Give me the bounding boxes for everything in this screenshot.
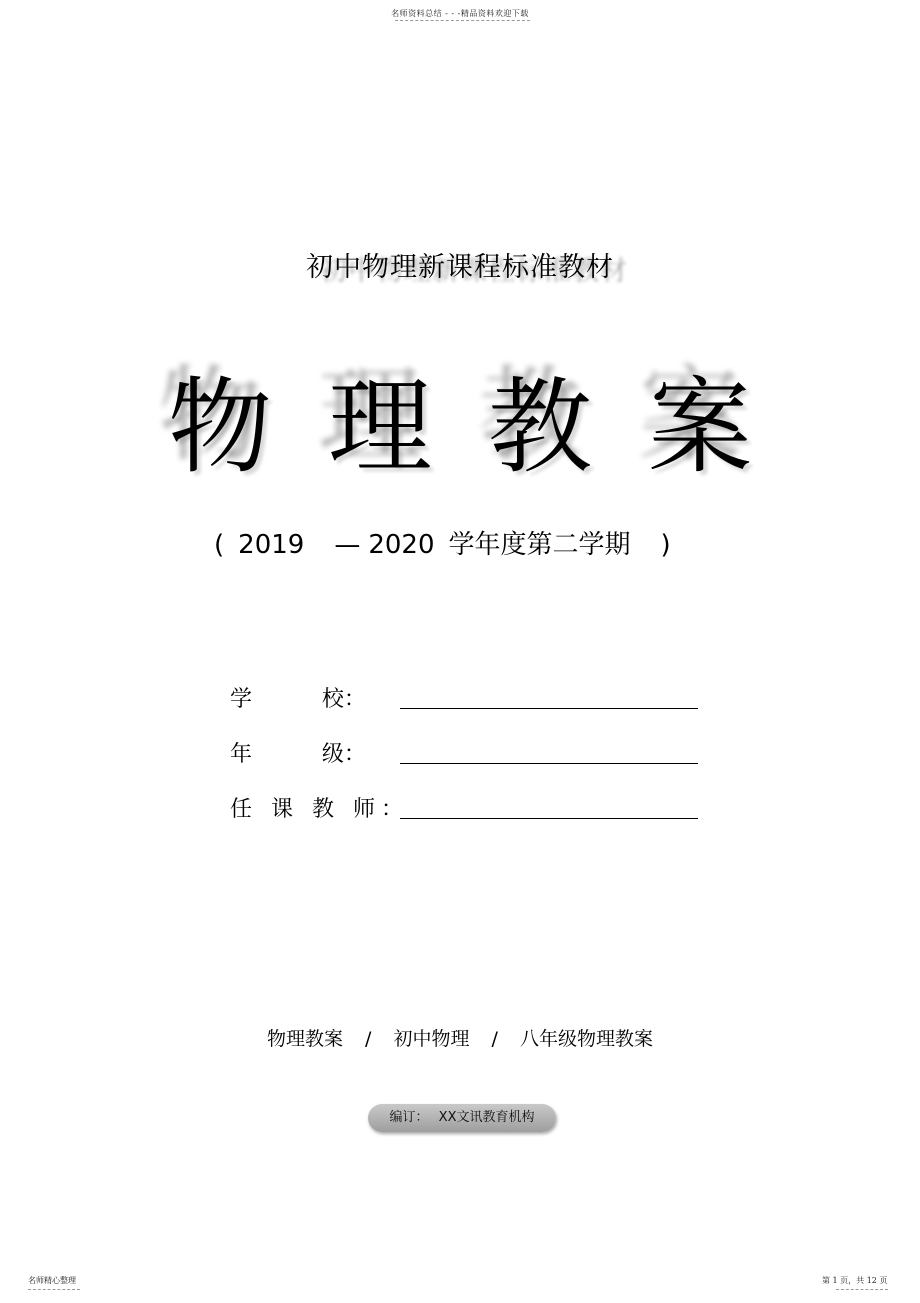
term-text: 学年度第二学期 bbox=[448, 530, 631, 560]
page-number: 第 1 页，共 12 页 bbox=[822, 1276, 888, 1285]
term-close-paren: ) bbox=[660, 530, 671, 560]
term-end-year: 2020 bbox=[368, 530, 435, 560]
school-field bbox=[230, 682, 700, 712]
term-open-paren: ( bbox=[214, 530, 225, 560]
footer-left-divider bbox=[28, 1289, 80, 1290]
footer-left-text: 名师精心整理 bbox=[28, 1276, 76, 1285]
editor-name: XX文讯教育机构 bbox=[438, 1110, 535, 1125]
school-term bbox=[214, 524, 685, 561]
editor-badge bbox=[368, 1104, 556, 1132]
breadcrumb-separator: / bbox=[365, 1028, 372, 1050]
breadcrumb bbox=[0, 1024, 920, 1051]
breadcrumb-separator: / bbox=[491, 1028, 498, 1050]
grade-label: 年 级： bbox=[230, 742, 366, 767]
editor-label: 编订： bbox=[389, 1110, 429, 1125]
breadcrumb-item-1: 物理教案 bbox=[266, 1028, 343, 1050]
school-label: 学 校： bbox=[230, 687, 366, 712]
school-blank-line bbox=[400, 708, 698, 709]
breadcrumb-item-3: 八年级物理教案 bbox=[520, 1028, 654, 1050]
term-dash: — bbox=[334, 530, 361, 560]
footer-right-divider bbox=[836, 1289, 888, 1290]
page-header-text: 名师资料总结 - - -精品资料欢迎下载 bbox=[391, 9, 529, 18]
grade-blank-line bbox=[400, 763, 698, 764]
cover-title bbox=[0, 366, 920, 488]
title-char-3: 教 bbox=[488, 366, 593, 488]
teacher-label: 任 课 教 师： bbox=[230, 797, 409, 822]
term-start-year: 2019 bbox=[238, 530, 305, 560]
teacher-blank-line bbox=[400, 818, 698, 819]
teacher-field bbox=[230, 792, 700, 822]
cover-subtitle: 初中物理新课程标准教材 bbox=[306, 252, 614, 283]
title-char-2: 理 bbox=[327, 366, 432, 488]
header-divider bbox=[395, 20, 530, 21]
title-char-1: 物 bbox=[167, 366, 272, 488]
breadcrumb-item-2: 初中物理 bbox=[393, 1028, 470, 1050]
grade-field bbox=[230, 737, 700, 767]
title-char-4: 案 bbox=[648, 366, 753, 488]
